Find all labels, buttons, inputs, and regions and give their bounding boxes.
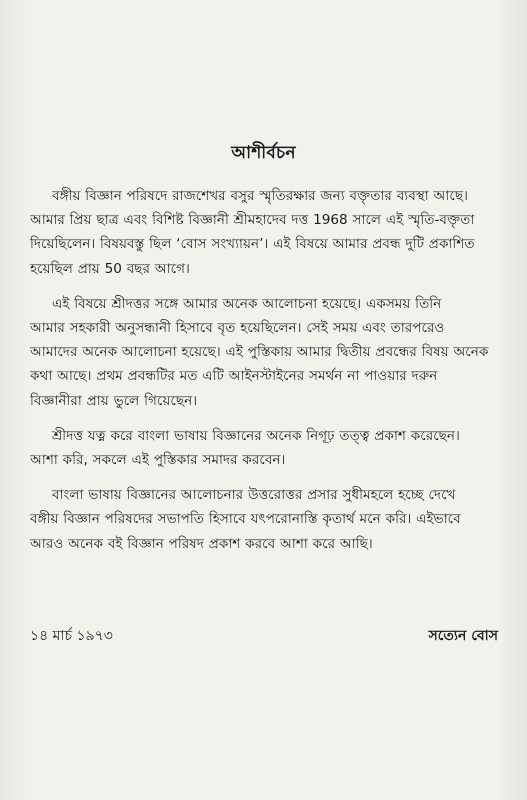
signature-name: সত্যেন বোস: [428, 628, 498, 644]
text-line: কথা আছে। প্রথম প্রবন্ধটির মত এটি আইনস্টাইনের সমর্থন না পাওয়ার দরুন: [30, 368, 438, 385]
page-body: [30, 184, 498, 567]
paragraph-1: [30, 184, 498, 281]
text-line: বঙ্গীয় বিজ্ঞান পরিষদের সভাপতি হিসাবে যৎপরোনাস্তি কৃতার্থ মনে করি। এইভাবে: [30, 511, 461, 528]
text-line: বঙ্গীয় বিজ্ঞান পরিষদে রাজশেখর বসুর স্মৃতিরক্ষার জন্য বক্তৃতার ব্যবস্থা আছে।: [52, 188, 468, 204]
text-line: এই বিষয়ে শ্রীদত্তর সঙ্গে আমার অনেক আলোচনা হয়েছে। একসময় তিনি: [52, 295, 442, 312]
text-line: বিজ্ঞানীরা প্রায় ভুলে গিয়েছেন।: [30, 392, 198, 409]
text-line: আরও অনেক বই বিজ্ঞান পরিষদ প্রকাশ করবে আশা করে আছি।: [30, 535, 373, 552]
paragraph-4: [30, 483, 498, 556]
text-line: দিয়েছিলেন। বিষয়বস্তু ছিল ‘বোস সংখ্যায়ন’। এই বিষয়ে আমার প্রবন্ধ দুটি প্রকাশিত: [30, 236, 475, 253]
text-line: আশা করি, সকলে এই পুস্তিকার সমাদর করবেন।: [30, 452, 286, 469]
date-text: ১৪ মার্চ ১৯৭৩: [30, 628, 113, 644]
text-line: শ্রীদত্ত যত্ন করে বাংলা ভাষায় বিজ্ঞানের অনেক নিগূঢ় তত্ত্ব প্রকাশ করেছেন।: [52, 427, 460, 444]
paragraph-2: [30, 292, 498, 413]
text-line: হয়েছিল প্রায় 50 বছর আগে।: [30, 260, 190, 277]
text-line: বাংলা ভাষায় বিজ্ঞানের আলোচনার উত্তরোত্তর প্রসার সুধীমহলে হচ্ছে দেখে: [52, 487, 456, 504]
text-line: আমার সহকারী অনুসন্ধানী হিসাবে বৃত হয়েছিলেন। সেই সময় এবং তারপরেও: [30, 320, 445, 337]
text-line: আমার প্রিয় ছাত্র এবং বিশিষ্ট বিজ্ঞানী শ্রীমহাদেব দত্ত 1968 সালে এই স্মৃতি-বক্তৃতা: [30, 212, 475, 229]
text-line: আমাদের অনেক আলোচনা হয়েছে। এই পুস্তিকায় আমার দ্বিতীয় প্রবন্ধের বিষয় অনেক: [30, 344, 489, 361]
page-title: আশীর্বচন: [231, 143, 296, 163]
paragraph-3: [30, 424, 498, 472]
